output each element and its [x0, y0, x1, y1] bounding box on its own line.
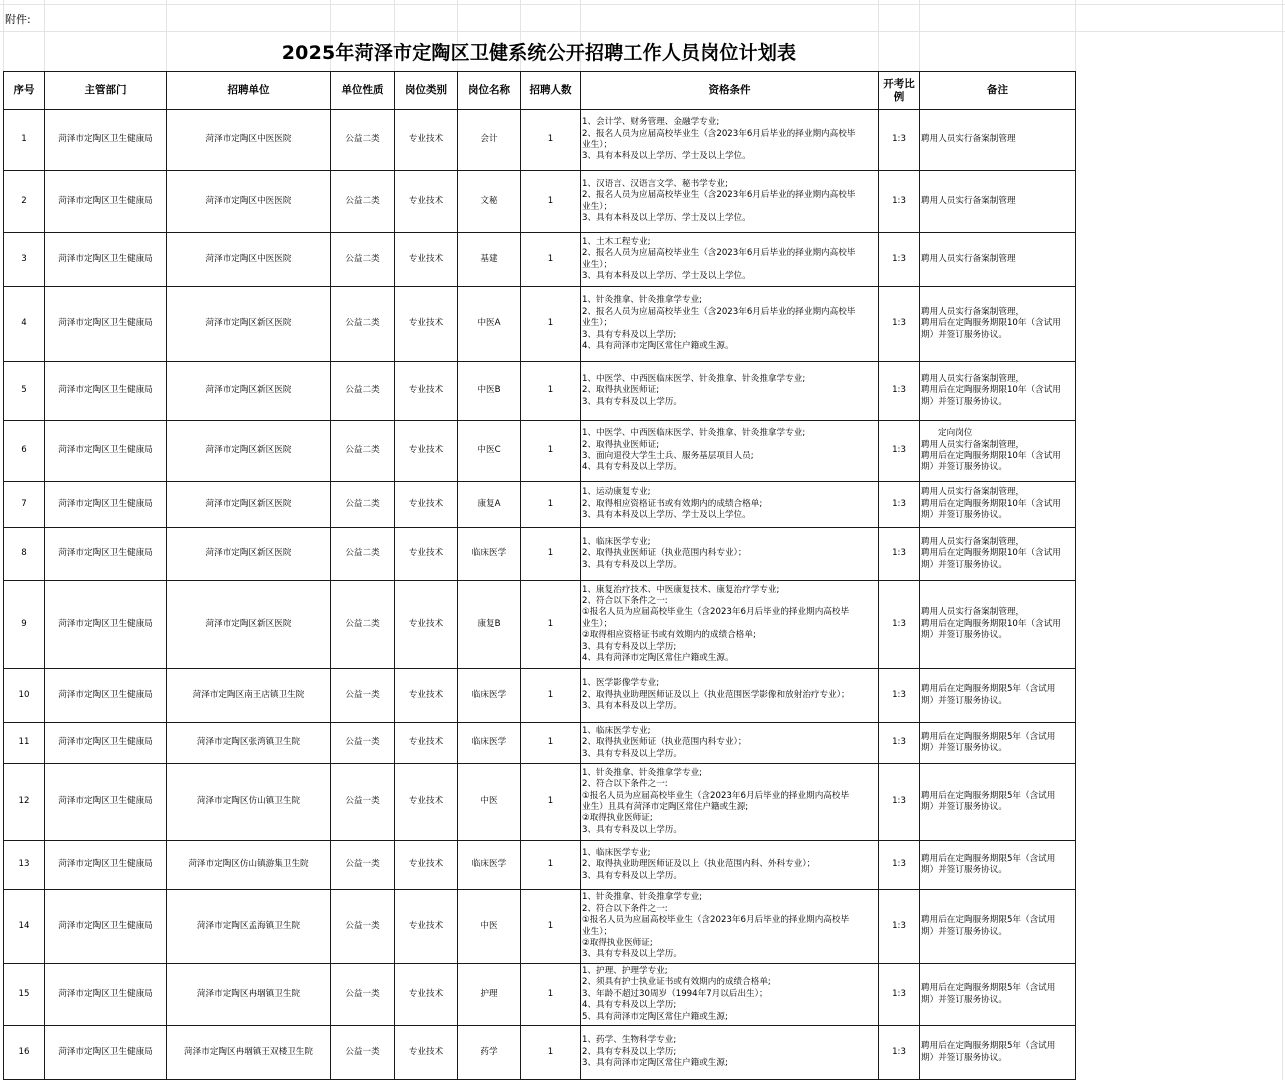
requirement-line: 5、具有菏泽市定陶区常住户籍或生源;: [582, 1011, 728, 1022]
requirement-line: ①报名人员为应届高校毕业生（含2023年6月后毕业的择业期内高校毕: [582, 790, 850, 801]
cell-nature[interactable]: 公益一类: [331, 1026, 395, 1080]
recruitment-plan-table: [3, 71, 1076, 1080]
cell-seq[interactable]: 5: [4, 362, 45, 421]
requirement-line: 2、取得执业医师证（执业范围内科专业）；: [582, 548, 747, 559]
cell-count[interactable]: 1: [521, 964, 581, 1026]
cell-seq[interactable]: 2: [4, 171, 45, 233]
requirement-line: 2、取得执业助理医师证及以上（执业范围内科、外科专业）；: [582, 859, 816, 870]
cell-remarks[interactable]: [920, 171, 1076, 233]
header-requirements[interactable]: 资格条件: [581, 72, 879, 110]
cell-seq[interactable]: 3: [4, 233, 45, 287]
cell-seq[interactable]: 9: [4, 581, 45, 669]
cell-category[interactable]: 专业技术: [395, 171, 458, 233]
attachment-label: 附件:: [5, 13, 31, 26]
cell-category[interactable]: 专业技术: [395, 890, 458, 964]
cell-remarks[interactable]: [920, 669, 1076, 723]
requirement-line: 3、面向退役大学生士兵、服务基层项目人员;: [582, 451, 754, 461]
cell-seq[interactable]: 11: [4, 723, 45, 764]
remark-line: 聘用后在定陶服务期限5年（含试用: [921, 731, 1056, 742]
cell-requirements[interactable]: [581, 764, 879, 841]
requirement-line: 3、具有本科及以上学历、学士及以上学位。: [582, 212, 751, 223]
cell-seq[interactable]: 8: [4, 528, 45, 581]
cell-category[interactable]: 专业技术: [395, 1026, 458, 1080]
cell-requirements[interactable]: [581, 669, 879, 723]
cell-count[interactable]: 1: [521, 841, 581, 890]
requirement-line: 1、临床医学专业;: [582, 847, 651, 858]
cell-remarks[interactable]: [920, 528, 1076, 581]
cell-unit[interactable]: 菏泽市定陶区冉堌镇卫生院: [167, 964, 331, 1026]
remark-line: 期）并签订服务协议。: [921, 994, 1007, 1005]
cell-seq[interactable]: 10: [4, 669, 45, 723]
cell-position[interactable]: 会计: [458, 110, 521, 171]
cell-dept[interactable]: 菏泽市定陶区卫生健康局: [45, 233, 167, 287]
cell-remarks[interactable]: [920, 1026, 1076, 1080]
requirement-line: 业生）；: [582, 201, 613, 212]
cell-unit[interactable]: 菏泽市定陶区新区医院: [167, 581, 331, 669]
cell-unit[interactable]: 菏泽市定陶区新区医院: [167, 362, 331, 421]
cell-ratio[interactable]: 1:3: [879, 764, 920, 841]
cell-ratio[interactable]: 1:3: [879, 287, 920, 362]
cell-nature[interactable]: 公益一类: [331, 841, 395, 890]
cell-category[interactable]: 专业技术: [395, 362, 458, 421]
cell-nature[interactable]: 公益一类: [331, 890, 395, 964]
cell-count[interactable]: 1: [521, 362, 581, 421]
cell-nature[interactable]: 公益二类: [331, 233, 395, 287]
table-row: [4, 764, 1076, 841]
cell-unit[interactable]: 菏泽市定陶区中医医院: [167, 110, 331, 171]
requirement-line: 1、康复治疗技术、中医康复技术、康复治疗学专业;: [582, 584, 780, 595]
cell-count[interactable]: 1: [521, 287, 581, 362]
cell-remarks[interactable]: [920, 233, 1076, 287]
requirement-line: ②取得执业医师证;: [582, 813, 653, 824]
cell-unit[interactable]: 菏泽市定陶区仿山镇卫生院: [167, 764, 331, 841]
cell-remarks[interactable]: [920, 287, 1076, 362]
cell-requirements[interactable]: [581, 964, 879, 1026]
requirement-line: 2、符合以下条件之一:: [582, 779, 668, 790]
cell-seq[interactable]: 4: [4, 287, 45, 362]
cell-category[interactable]: 专业技术: [395, 723, 458, 764]
cell-ratio[interactable]: 1:3: [879, 581, 920, 669]
requirement-line: 3、具有本科及以上学历。: [582, 701, 682, 712]
remark-line: 聘用人员实行备案制管理，: [921, 536, 1025, 547]
requirement-line: 2、报名人员为应届高校毕业生（含2023年6月后毕业的择业期内高校毕: [582, 190, 856, 201]
cell-remarks[interactable]: [920, 362, 1076, 421]
cell-dept[interactable]: 菏泽市定陶区卫生健康局: [45, 581, 167, 669]
cell-seq[interactable]: 16: [4, 1026, 45, 1080]
requirement-line: 3、具有专科及以上学历。: [582, 949, 682, 960]
requirement-line: 业生）；: [582, 618, 613, 629]
table-row: [4, 171, 1076, 233]
requirement-line: 1、中医学、中西医临床医学、针灸推拿、针灸推拿学专业;: [582, 428, 806, 439]
cell-nature[interactable]: 公益一类: [331, 764, 395, 841]
requirement-line: 2、报名人员为应届高校毕业生（含2023年6月后毕业的择业期内高校毕: [582, 128, 856, 139]
cell-seq[interactable]: 12: [4, 764, 45, 841]
cell-nature[interactable]: 公益二类: [331, 171, 395, 233]
requirement-line: 1、针灸推拿、针灸推拿学专业;: [582, 767, 703, 778]
cell-nature[interactable]: 公益二类: [331, 362, 395, 421]
cell-requirements[interactable]: [581, 362, 879, 421]
cell-position[interactable]: 临床医学: [458, 669, 521, 723]
remark-line: 聘用人员实行备案制管理，: [921, 306, 1025, 317]
table-row: [4, 110, 1076, 171]
cell-ratio[interactable]: 1:3: [879, 1026, 920, 1080]
requirement-line: 1、运动康复专业;: [582, 487, 651, 498]
remark-line: 期）并签订服务协议。: [921, 396, 1007, 407]
header-nature[interactable]: 单位性质: [331, 72, 395, 110]
requirement-line: 业生）且具有菏泽市定陶区常住户籍或生源;: [582, 802, 749, 812]
header-dept[interactable]: 主管部门: [45, 72, 167, 110]
cell-requirements[interactable]: [581, 528, 879, 581]
cell-count[interactable]: 1: [521, 890, 581, 964]
cell-ratio[interactable]: 1:3: [879, 482, 920, 528]
cell-remarks[interactable]: [920, 764, 1076, 841]
remark-line: 聘用人员实行备案制管理，: [921, 439, 1025, 450]
cell-dept[interactable]: 菏泽市定陶区卫生健康局: [45, 964, 167, 1026]
cell-seq[interactable]: 1: [4, 110, 45, 171]
cell-category[interactable]: 专业技术: [395, 528, 458, 581]
requirement-line: 2、符合以下条件之一:: [582, 595, 668, 606]
cell-ratio[interactable]: 1:3: [879, 233, 920, 287]
cell-requirements[interactable]: [581, 890, 879, 964]
cell-category[interactable]: 专业技术: [395, 233, 458, 287]
cell-position[interactable]: 康复A: [458, 482, 521, 528]
cell-unit[interactable]: 菏泽市定陶区新区医院: [167, 482, 331, 528]
requirement-line: 4、具有专科及以上学历;: [582, 1000, 677, 1011]
remark-line: 期）并签订服务协议。: [921, 865, 1007, 875]
cell-dept[interactable]: 菏泽市定陶区卫生健康局: [45, 528, 167, 581]
requirement-line: ①报名人员为应届高校毕业生（含2023年6月后毕业的择业期内高校毕: [582, 607, 850, 618]
requirement-line: 1、医学影像学专业;: [582, 678, 660, 689]
requirement-line: 1、针灸推拿、针灸推拿学专业;: [582, 295, 703, 306]
cell-remarks[interactable]: [920, 421, 1076, 482]
requirement-line: 业生）；: [582, 318, 613, 329]
cell-dept[interactable]: 菏泽市定陶区卫生健康局: [45, 482, 167, 528]
cell-category[interactable]: 专业技术: [395, 841, 458, 890]
remark-line: 期）并签订服务协议。: [921, 1052, 1007, 1063]
cell-nature[interactable]: 公益二类: [331, 482, 395, 528]
cell-ratio[interactable]: 1:3: [879, 421, 920, 482]
requirement-line: 1、药学、生物科学专业;: [582, 1035, 677, 1046]
cell-ratio[interactable]: 1:3: [879, 362, 920, 421]
cell-seq[interactable]: 7: [4, 482, 45, 528]
requirement-line: 2、报名人员为应届高校毕业生（含2023年6月后毕业的择业期内高校毕: [582, 306, 856, 317]
cell-position[interactable]: 中医B: [458, 362, 521, 421]
cell-category[interactable]: 专业技术: [395, 482, 458, 528]
cell-unit[interactable]: 菏泽市定陶区南王店镇卫生院: [167, 669, 331, 723]
cell-position[interactable]: 中医A: [458, 287, 521, 362]
requirement-line: 4、具有菏泽市定陶区常住户籍或生源。: [582, 341, 734, 352]
table-row: [4, 233, 1076, 287]
cell-requirements[interactable]: [581, 287, 879, 362]
requirement-line: 3、年龄不超过30周岁（1994年7月以后出生）；: [582, 988, 768, 999]
cell-ratio[interactable]: 1:3: [879, 723, 920, 764]
cell-requirements[interactable]: [581, 110, 879, 171]
table-row: [4, 669, 1076, 723]
cell-seq[interactable]: 13: [4, 841, 45, 890]
requirement-line: ①报名人员为应届高校毕业生（含2023年6月后毕业的择业期内高校毕: [582, 915, 850, 926]
cell-count[interactable]: 1: [521, 581, 581, 669]
cell-dept[interactable]: 菏泽市定陶区卫生健康局: [45, 890, 167, 964]
cell-count[interactable]: 1: [521, 723, 581, 764]
table-row: [4, 482, 1076, 528]
cell-position[interactable]: 临床医学: [458, 528, 521, 581]
remark-line: 定向岗位: [938, 428, 973, 439]
cell-ratio[interactable]: 1:3: [879, 528, 920, 581]
requirement-line: 3、具有本科及以上学历、学士及以上学位。: [582, 151, 751, 162]
remark-line: 聘用后在定陶服务期限5年（含试用: [921, 1041, 1056, 1052]
cell-position[interactable]: 中医: [458, 764, 521, 841]
header-position[interactable]: 岗位名称: [458, 72, 521, 110]
remark-line: 期）并签订服务协议。: [921, 743, 1007, 753]
remark-line: 聘用后在定陶服务期限5年（含试用: [921, 790, 1056, 801]
cell-ratio[interactable]: 1:3: [879, 110, 920, 171]
requirement-line: 业生）；: [582, 926, 613, 937]
header-category[interactable]: 岗位类别: [395, 72, 458, 110]
remark-line: 聘用后在定陶服务期限5年（含试用: [921, 915, 1056, 926]
remark-line: 期）并签订服务协议。: [921, 695, 1007, 706]
header-unit[interactable]: 招聘单位: [167, 72, 331, 110]
cell-position[interactable]: 药学: [458, 1026, 521, 1080]
cell-requirements[interactable]: [581, 581, 879, 669]
cell-position[interactable]: 中医C: [458, 421, 521, 482]
page-title: 2025年菏泽市定陶区卫健系统公开招聘工作人员岗位计划表: [281, 42, 797, 64]
cell-dept[interactable]: 菏泽市定陶区卫生健康局: [45, 362, 167, 421]
remark-line: 聘用后在定陶服务期限10年（含试用: [921, 451, 1061, 461]
remark-line: 期）并签订服务协议。: [921, 462, 1007, 473]
cell-dept[interactable]: 菏泽市定陶区卫生健康局: [45, 669, 167, 723]
cell-position[interactable]: 文秘: [458, 171, 521, 233]
requirement-line: 1、会计学、财务管理、金融学专业;: [582, 117, 720, 128]
requirement-line: 业生）；: [582, 259, 613, 270]
remark-line: 聘用人员实行备案制管理: [921, 134, 1016, 145]
cell-remarks[interactable]: [920, 482, 1076, 528]
cell-unit[interactable]: 菏泽市定陶区孟海镇卫生院: [167, 890, 331, 964]
cell-count[interactable]: 1: [521, 110, 581, 171]
cell-seq[interactable]: 6: [4, 421, 45, 482]
cell-dept[interactable]: 菏泽市定陶区卫生健康局: [45, 110, 167, 171]
requirement-line: 2、符合以下条件之一:: [582, 903, 668, 914]
cell-dept[interactable]: 菏泽市定陶区卫生健康局: [45, 171, 167, 233]
requirement-line: 3、具有专科及以上学历。: [582, 396, 682, 407]
cell-count[interactable]: 1: [521, 528, 581, 581]
cell-unit[interactable]: 菏泽市定陶区新区医院: [167, 287, 331, 362]
requirement-line: 1、土木工程专业;: [582, 236, 651, 247]
cell-position[interactable]: 基建: [458, 233, 521, 287]
cell-category[interactable]: 专业技术: [395, 669, 458, 723]
cell-remarks[interactable]: [920, 890, 1076, 964]
cell-remarks[interactable]: [920, 964, 1076, 1026]
remark-line: 聘用人员实行备案制管理，: [921, 487, 1025, 498]
cell-unit[interactable]: 菏泽市定陶区新区医院: [167, 421, 331, 482]
table-row: [4, 964, 1076, 1026]
cell-nature[interactable]: 公益二类: [331, 581, 395, 669]
cell-unit[interactable]: 菏泽市定陶区仿山镇游集卫生院: [167, 841, 331, 890]
requirement-line: ②取得执业医师证;: [582, 937, 653, 948]
cell-count[interactable]: 1: [521, 171, 581, 233]
cell-ratio[interactable]: 1:3: [879, 890, 920, 964]
cell-requirements[interactable]: [581, 482, 879, 528]
table-row: [4, 362, 1076, 421]
cell-remarks[interactable]: [920, 841, 1076, 890]
requirement-line: ②取得相应资格证书或有效期内的成绩合格单;: [582, 630, 756, 641]
cell-category[interactable]: 专业技术: [395, 764, 458, 841]
cell-nature[interactable]: 公益二类: [331, 528, 395, 581]
cell-nature[interactable]: 公益二类: [331, 421, 395, 482]
table-row: [4, 890, 1076, 964]
cell-position[interactable]: 康复B: [458, 581, 521, 669]
cell-unit[interactable]: 菏泽市定陶区中医医院: [167, 171, 331, 233]
remark-line: 聘用人员实行备案制管理: [921, 195, 1016, 206]
cell-category[interactable]: 专业技术: [395, 964, 458, 1026]
cell-dept[interactable]: 菏泽市定陶区卫生健康局: [45, 841, 167, 890]
requirement-line: 4、具有菏泽市定陶区常住户籍或生源。: [582, 653, 734, 664]
cell-nature[interactable]: 公益一类: [331, 723, 395, 764]
table-row: [4, 421, 1076, 482]
cell-dept[interactable]: 菏泽市定陶区卫生健康局: [45, 421, 167, 482]
cell-count[interactable]: 1: [521, 233, 581, 287]
requirement-line: 2、取得相应资格证书或有效期内的成绩合格单;: [582, 498, 763, 509]
header-count[interactable]: 招聘人数: [521, 72, 581, 110]
requirement-line: 1、临床医学专业;: [582, 725, 651, 736]
requirement-line: 业生）；: [582, 140, 613, 150]
requirement-line: 3、具有专科及以上学历。: [582, 559, 682, 570]
table-row: [4, 528, 1076, 581]
cell-nature[interactable]: 公益二类: [331, 287, 395, 362]
remark-line: 聘用后在定陶服务期限5年（含试用: [921, 684, 1056, 695]
cell-remarks[interactable]: [920, 723, 1076, 764]
requirement-line: 4、具有专科及以上学历。: [582, 462, 682, 473]
cell-unit[interactable]: 菏泽市定陶区新区医院: [167, 528, 331, 581]
cell-ratio[interactable]: 1:3: [879, 669, 920, 723]
requirement-line: 2、取得执业医师证（执业范围内科专业）；: [582, 737, 747, 748]
cell-requirements[interactable]: [581, 233, 879, 287]
header-row: [4, 72, 1076, 110]
header-ratio[interactable]: [879, 72, 920, 110]
table-row: [4, 841, 1076, 890]
remark-line: 期）并签订服务协议。: [921, 926, 1007, 937]
requirement-line: 3、具有本科及以上学历、学士及以上学位。: [582, 510, 751, 521]
cell-count[interactable]: 1: [521, 669, 581, 723]
requirement-line: 3、具有菏泽市定陶区常住户籍或生源;: [582, 1058, 728, 1069]
header-ratio-line1: 开考比: [883, 77, 915, 90]
remark-line: 期）并签订服务协议。: [921, 802, 1007, 812]
cell-category[interactable]: 专业技术: [395, 581, 458, 669]
cell-position[interactable]: 中医: [458, 890, 521, 964]
cell-count[interactable]: 1: [521, 1026, 581, 1080]
cell-nature[interactable]: 公益一类: [331, 964, 395, 1026]
table-row: [4, 723, 1076, 764]
remark-line: 聘用人员实行备案制管理，: [921, 373, 1025, 384]
remark-line: 期）并签订服务协议。: [921, 630, 1007, 641]
cell-requirements[interactable]: [581, 841, 879, 890]
table-row: [4, 287, 1076, 362]
remark-line: 期）并签订服务协议。: [921, 329, 1007, 340]
cell-nature[interactable]: 公益一类: [331, 669, 395, 723]
cell-unit[interactable]: 菏泽市定陶区冉堌镇王双楼卫生院: [167, 1026, 331, 1080]
cell-requirements[interactable]: [581, 723, 879, 764]
cell-seq[interactable]: 15: [4, 964, 45, 1026]
cell-count[interactable]: 1: [521, 482, 581, 528]
table-row: [4, 1026, 1076, 1080]
cell-count[interactable]: 1: [521, 764, 581, 841]
requirement-line: 1、针灸推拿、针灸推拿学专业;: [582, 892, 703, 903]
remark-line: 聘用后在定陶服务期限10年（含试用: [921, 318, 1061, 329]
remark-line: 聘用后在定陶服务期限10年（含试用: [921, 548, 1061, 559]
requirement-line: 1、汉语言、汉语言文学、秘书学专业;: [582, 178, 728, 189]
header-remarks[interactable]: 备注: [920, 72, 1076, 110]
requirement-line: 3、具有专科及以上学历。: [582, 748, 682, 759]
cell-requirements[interactable]: [581, 171, 879, 233]
cell-requirements[interactable]: [581, 421, 879, 482]
requirement-line: 2、取得执业助理医师证及以上（执业范围医学影像和放射治疗专业）；: [582, 689, 850, 700]
requirement-line: 2、报名人员为应届高校毕业生（含2023年6月后毕业的择业期内高校毕: [582, 248, 856, 259]
cell-category[interactable]: 专业技术: [395, 287, 458, 362]
requirement-line: 2、取得执业医师证;: [582, 439, 660, 450]
remark-line: 期）并签订服务协议。: [921, 510, 1007, 521]
cell-requirements[interactable]: [581, 1026, 879, 1080]
requirement-line: 2、取得执业医师证;: [582, 385, 660, 396]
cell-unit[interactable]: 菏泽市定陶区中医医院: [167, 233, 331, 287]
requirement-line: 1、护理、护理学专业;: [582, 965, 668, 976]
cell-dept[interactable]: 菏泽市定陶区卫生健康局: [45, 764, 167, 841]
cell-position[interactable]: 护理: [458, 964, 521, 1026]
header-ratio-line2: 例: [893, 90, 905, 103]
cell-dept[interactable]: 菏泽市定陶区卫生健康局: [45, 723, 167, 764]
remark-line: 聘用后在定陶服务期限5年（含试用: [921, 983, 1056, 994]
cell-dept[interactable]: 菏泽市定陶区卫生健康局: [45, 1026, 167, 1080]
remark-line: 聘用后在定陶服务期限10年（含试用: [921, 385, 1061, 396]
requirement-line: 3、具有专科及以上学历。: [582, 870, 682, 881]
cell-count[interactable]: 1: [521, 421, 581, 482]
remark-line: 聘用后在定陶服务期限5年（含试用: [921, 853, 1056, 864]
requirement-line: 1、临床医学专业;: [582, 536, 651, 547]
cell-category[interactable]: 专业技术: [395, 110, 458, 171]
requirement-line: 3、具有专科及以上学历;: [582, 641, 677, 652]
cell-dept[interactable]: 菏泽市定陶区卫生健康局: [45, 287, 167, 362]
cell-position[interactable]: 临床医学: [458, 841, 521, 890]
cell-ratio[interactable]: 1:3: [879, 964, 920, 1026]
remark-line: 聘用后在定陶服务期限10年（含试用: [921, 498, 1061, 509]
remark-line: 聘用后在定陶服务期限10年（含试用: [921, 618, 1061, 629]
remark-line: 聘用人员实行备案制管理，: [921, 607, 1025, 618]
cell-nature[interactable]: 公益二类: [331, 110, 395, 171]
remark-line: 聘用人员实行备案制管理: [921, 253, 1016, 264]
cell-unit[interactable]: 菏泽市定陶区张湾镇卫生院: [167, 723, 331, 764]
cell-ratio[interactable]: 1:3: [879, 171, 920, 233]
requirement-line: 2、须具有护士执业证书或有效期内的成绩合格单;: [582, 977, 771, 988]
table-row: [4, 581, 1076, 669]
cell-position[interactable]: 临床医学: [458, 723, 521, 764]
cell-seq[interactable]: 14: [4, 890, 45, 964]
requirement-line: 3、具有本科及以上学历、学士及以上学位。: [582, 270, 751, 281]
cell-category[interactable]: 专业技术: [395, 421, 458, 482]
cell-ratio[interactable]: 1:3: [879, 841, 920, 890]
requirement-line: 2、具有专科及以上学历;: [582, 1046, 677, 1057]
cell-remarks[interactable]: [920, 110, 1076, 171]
requirement-line: 1、中医学、中西医临床医学、针灸推拿、针灸推拿学专业;: [582, 373, 806, 384]
requirement-line: 3、具有专科及以上学历;: [582, 329, 677, 340]
requirement-line: 3、具有专科及以上学历。: [582, 824, 682, 835]
header-seq[interactable]: 序号: [4, 72, 45, 110]
remark-line: 期）并签订服务协议。: [921, 559, 1007, 570]
cell-remarks[interactable]: [920, 581, 1076, 669]
